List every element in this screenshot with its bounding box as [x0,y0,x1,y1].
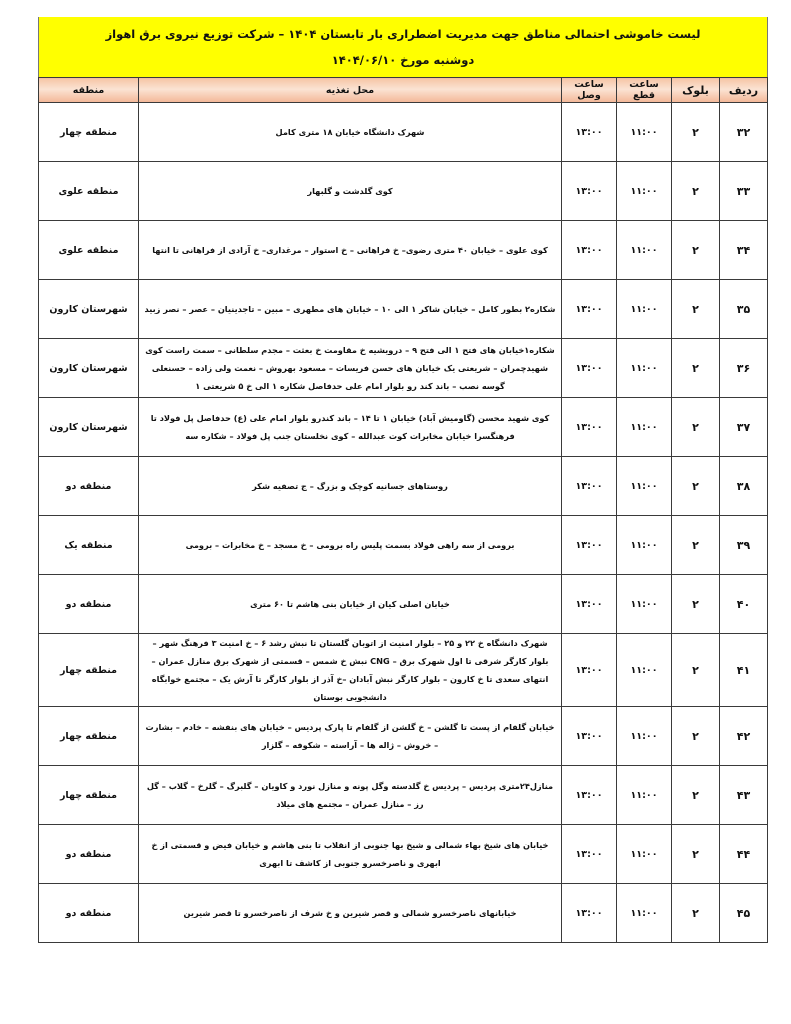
cell-off-time: ۱۱:۰۰ [617,575,672,634]
cell-feed-location: خیابان اصلی کیان از خیابان بنی هاشم تا ۶۰ متری [139,575,562,634]
cell-off-time: ۱۱:۰۰ [617,339,672,398]
cell-row-number: ۳۹ [720,516,768,575]
cell-area: منطقه چهار [39,766,139,825]
table-row [39,825,768,884]
cell-off-time: ۱۱:۰۰ [617,398,672,457]
cell-block: ۲ [672,221,720,280]
cell-feed-location: خیابان گلفام از پست تا گلشن – خ گلشن از گلفام تا پارک پردیس – خیابان های بنفشه – خادم – بشارت – خروش – ژاله ها – آراسته – شکوفه – گلزار [139,707,562,766]
cell-feed-location: شکاره۱خیابان های فتح ۱ الی فتح ۹ – درویشیه خ مقاومت خ بعثت – مجدم سلطانی – سمت راست کوی شهیدچمران – شریعتی یک خیابان های حسن فریسات – مسعود بهروش – نعمت ولی زاده – حسنعلی گوسه نصب – باند کند رو بلوار امام علی حدفاصل شکاره ۱ الی خ ۵ شریعتی ۱ [139,339,562,398]
cell-area: منطقه چهار [39,634,139,707]
cell-block: ۲ [672,707,720,766]
cell-block: ۲ [672,884,720,943]
table-header-row [39,78,768,103]
cell-area: منطقه چهار [39,707,139,766]
cell-on-time: ۱۳:۰۰ [562,766,617,825]
cell-on-time: ۱۳:۰۰ [562,457,617,516]
cell-feed-location: خیابان های شیخ بهاء شمالی و شیخ بها جنوبی از انقلاب تا بنی هاشم و خیابان فیض و قسمتی از خ ابهری و ناصرخسرو جنوبی از کاشف تا ابهری [139,825,562,884]
cell-block: ۲ [672,825,720,884]
cell-row-number: ۳۶ [720,339,768,398]
cell-on-time: ۱۳:۰۰ [562,162,617,221]
cell-feed-location: شکاره۲ بطور کامل – خیابان شاکر ۱ الی ۱۰ – خیابان های مطهری – مبین – تاجدینیان – عصر – نصر زبید [139,280,562,339]
table-body [39,103,768,943]
table-row [39,766,768,825]
cell-row-number: ۳۲ [720,103,768,162]
cell-row-number: ۳۴ [720,221,768,280]
document-date: دوشنبه مورخ ۱۴۰۴/۰۶/۱۰ [331,53,475,67]
cell-area: منطقه چهار [39,103,139,162]
table-row [39,884,768,943]
outage-schedule-sheet [38,17,768,943]
cell-row-number: ۳۳ [720,162,768,221]
cell-off-time: ۱۱:۰۰ [617,103,672,162]
cell-feed-location: روستاهای جسانیه کوچک و بزرگ – ج تصفیه شکر [139,457,562,516]
header-feed-location: محل تغذیه [139,78,562,103]
cell-block: ۲ [672,280,720,339]
cell-feed-location: برومی از سه راهی فولاد بسمت پلیس راه برومی – خ مسجد – خ مخابرات – برومی [139,516,562,575]
cell-on-time: ۱۳:۰۰ [562,634,617,707]
table-row [39,575,768,634]
header-block: بلوک [672,78,720,103]
cell-on-time: ۱۳:۰۰ [562,103,617,162]
cell-area: منطقه دو [39,884,139,943]
cell-block: ۲ [672,516,720,575]
table-row [39,398,768,457]
cell-area: منطقه علوی [39,162,139,221]
cell-off-time: ۱۱:۰۰ [617,884,672,943]
cell-row-number: ۳۷ [720,398,768,457]
cell-block: ۲ [672,634,720,707]
cell-feed-location: شهرک دانشگاه خ ۲۲ و ۲۵ – بلوار امنیت از اتوبان گلستان تا نبش رشد ۶ – خ امنیت ۳ فرهنگ شهر – بلوار کارگر شرقی تا اول شهرک برق – CNG نبش خ شمس – قسمتی از شهرک برق منازل عمران – انتهای سعدی تا خ کارون – بلوار کارگر نبش آبادان –خ آذر از بلوار کارگر تا آرش یک – مجتمع خوابگاه دانشجویی بوستان [139,634,562,707]
table-row [39,103,768,162]
cell-on-time: ۱۳:۰۰ [562,707,617,766]
cell-feed-location: منازل۲۴متری پردیس – پردیس خ گلدسته وگل پونه و منازل نورد و کاویان – گلبرگ – گلرخ – گلاب – گل رز – منازل عمران – مجتمع های میلاد [139,766,562,825]
cell-block: ۲ [672,162,720,221]
cell-on-time: ۱۳:۰۰ [562,398,617,457]
cell-area: منطقه دو [39,457,139,516]
cell-feed-location: خیابانهای ناصرخسرو شمالی و قصر شیرین و خ شرف از ناصرخسرو تا قصر شیرین [139,884,562,943]
cell-feed-location: کوی گلدشت و گلبهار [139,162,562,221]
header-row-number: ردیف [720,78,768,103]
cell-block: ۲ [672,339,720,398]
table-row [39,339,768,398]
outage-table [38,77,768,943]
header-on-time: ساعت وصل [562,78,617,103]
cell-on-time: ۱۳:۰۰ [562,884,617,943]
cell-off-time: ۱۱:۰۰ [617,825,672,884]
cell-on-time: ۱۳:۰۰ [562,280,617,339]
table-row [39,280,768,339]
cell-area: شهرستان کارون [39,398,139,457]
cell-row-number: ۳۸ [720,457,768,516]
cell-on-time: ۱۳:۰۰ [562,575,617,634]
table-row [39,457,768,516]
cell-row-number: ۳۵ [720,280,768,339]
cell-row-number: ۴۲ [720,707,768,766]
cell-off-time: ۱۱:۰۰ [617,516,672,575]
cell-row-number: ۴۰ [720,575,768,634]
table-row [39,221,768,280]
header-area: منطقه [39,78,139,103]
cell-block: ۲ [672,398,720,457]
cell-off-time: ۱۱:۰۰ [617,634,672,707]
cell-block: ۲ [672,457,720,516]
cell-off-time: ۱۱:۰۰ [617,707,672,766]
cell-block: ۲ [672,103,720,162]
cell-on-time: ۱۳:۰۰ [562,221,617,280]
cell-row-number: ۴۴ [720,825,768,884]
table-row [39,634,768,707]
header-off-time: ساعت قطع [617,78,672,103]
cell-feed-location: کوی شهید محسن (گاومیش آباد) خیابان ۱ تا ۱۴ – باند کندرو بلوار امام علی (ع) حدفاصل پل فولاد تا فرهنگسرا خیابان مخابرات کوت عبدالله – کوی نخلستان جنب پل فولاد – شکاره سه [139,398,562,457]
cell-off-time: ۱۱:۰۰ [617,162,672,221]
cell-off-time: ۱۱:۰۰ [617,280,672,339]
cell-row-number: ۴۵ [720,884,768,943]
cell-area: منطقه علوی [39,221,139,280]
cell-area: منطقه دو [39,575,139,634]
title-band [38,17,768,77]
cell-on-time: ۱۳:۰۰ [562,339,617,398]
cell-on-time: ۱۳:۰۰ [562,825,617,884]
table-row [39,516,768,575]
cell-off-time: ۱۱:۰۰ [617,766,672,825]
cell-area: منطقه یک [39,516,139,575]
cell-area: شهرستان کارون [39,339,139,398]
cell-area: منطقه دو [39,825,139,884]
cell-block: ۲ [672,575,720,634]
cell-area: شهرستان کارون [39,280,139,339]
cell-feed-location: کوی علوی – خیابان ۴۰ متری رضوی– خ فراهانی – خ استوار – مرغداری– خ آزادی از فراهانی تا انتها [139,221,562,280]
cell-block: ۲ [672,766,720,825]
cell-off-time: ۱۱:۰۰ [617,457,672,516]
cell-row-number: ۴۳ [720,766,768,825]
cell-off-time: ۱۱:۰۰ [617,221,672,280]
table-row [39,162,768,221]
cell-feed-location: شهرک دانشگاه خیابان ۱۸ متری کامل [139,103,562,162]
cell-row-number: ۴۱ [720,634,768,707]
cell-on-time: ۱۳:۰۰ [562,516,617,575]
document-title: لیست خاموشی احتمالی مناطق جهت مدیریت اضطراری بار تابستان ۱۴۰۴ – شرکت توزیع نیروی برق اهواز [105,27,701,41]
table-row [39,707,768,766]
